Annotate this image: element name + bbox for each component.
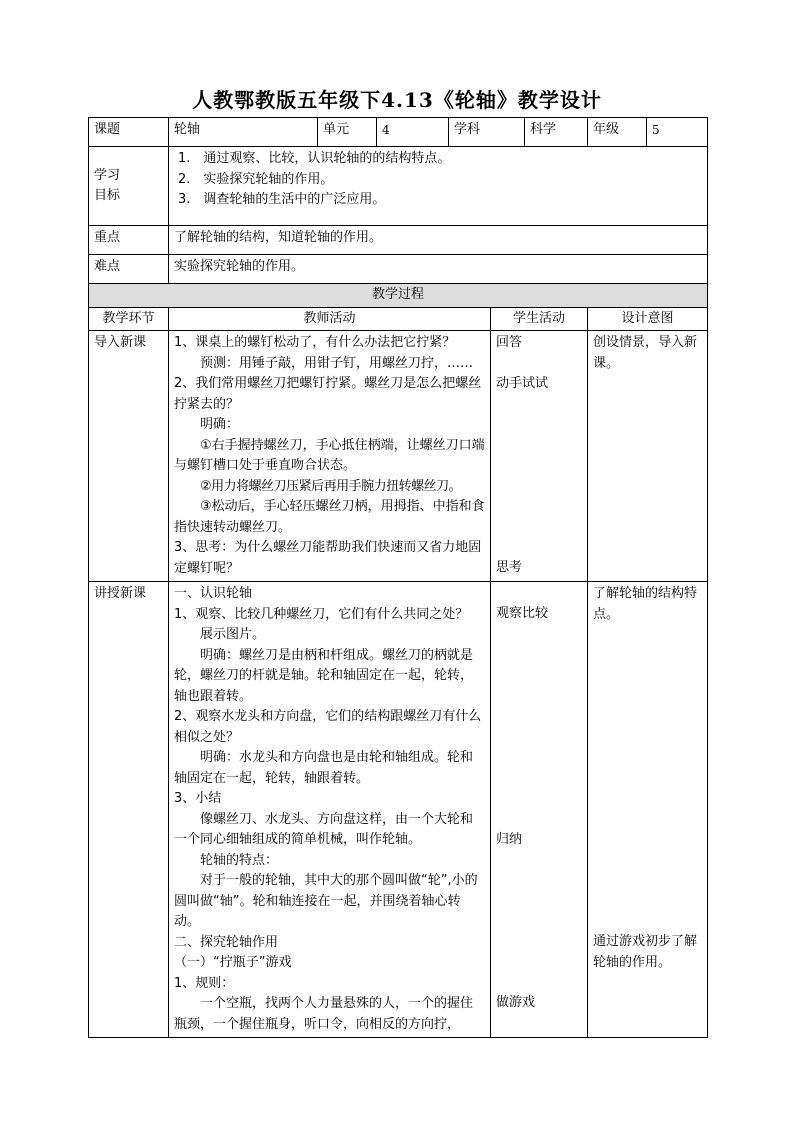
difficulty-row bbox=[89, 255, 708, 284]
student-line: 做游戏 bbox=[496, 995, 536, 1010]
student-line: 观察比较 bbox=[496, 606, 549, 621]
teacher-line: ③松动后，手心轻压螺丝刀柄，用拇指、中指和食指快速转动螺丝刀。 bbox=[174, 499, 485, 535]
column-header-student: 学生活动 bbox=[491, 307, 588, 331]
topic-label: 课题 bbox=[89, 118, 169, 147]
teacher-line: 明确：水龙头和方向盘也是由轮和轴组成。轮和轴固定在一起，轮转，轴跟着转。 bbox=[174, 750, 474, 786]
teacher-line: 明确：螺丝刀是由柄和杆组成。螺丝刀的柄就是轮，螺丝刀的杆就是轴。轮和轴固定在一起，轮转，轴也跟着转。 bbox=[174, 647, 474, 704]
teacher-line: 2、我们常用螺丝刀把螺钉拧紧。螺丝刀是怎么把螺丝拧紧去的？ bbox=[174, 376, 482, 412]
teacher-line: 预测：用锤子敲，用钳子钉，用螺丝刀拧，…… bbox=[200, 355, 474, 371]
student-line: 归纳 bbox=[496, 831, 523, 847]
teacher-line: 一个空瓶，找两个人力量悬殊的人，一个的握住瓶颈，一个握住瓶身，听口令，向相反的方向拧， bbox=[174, 996, 474, 1032]
column-header-intent: 设计意图 bbox=[588, 307, 708, 331]
process-header: 教学过程 bbox=[89, 284, 708, 308]
teacher-line: 一、认识轮轴 bbox=[174, 586, 253, 601]
design-intent-cell bbox=[588, 582, 708, 1038]
student-line: 动手试试 bbox=[496, 375, 549, 391]
difficulty-label: 难点 bbox=[89, 255, 169, 284]
goals-row bbox=[89, 147, 708, 226]
teacher-line: 3、小结 bbox=[174, 791, 222, 806]
document-title: 人教鄂教版五年级下4.13《轮轴》教学设计 bbox=[192, 88, 602, 112]
goal-item: 1. 通过观察、比较，认识轮轴的的结构特点。 bbox=[178, 151, 451, 166]
teacher-activity-cell bbox=[169, 582, 491, 1038]
teacher-line: 1、观察、比较几种螺丝刀，它们有什么共同之处？ bbox=[174, 606, 469, 622]
unit-label: 单元 bbox=[318, 118, 377, 147]
teacher-line: ②用力将螺丝刀压紧后再用手腕力扭转螺丝刀。 bbox=[200, 478, 462, 494]
subject-label: 学科 bbox=[449, 118, 525, 147]
topic-value: 轮轴 bbox=[169, 118, 318, 147]
teacher-line: （一）“拧瓶子”游戏 bbox=[174, 955, 292, 970]
teacher-line: 1、规则： bbox=[174, 975, 235, 991]
difficulty-value: 实验探究轮轴的作用。 bbox=[169, 255, 708, 284]
goal-item: 3. 调查轮轴的生活中的广泛应用。 bbox=[178, 192, 386, 207]
subject-value: 科学 bbox=[525, 118, 588, 147]
student-activity-cell bbox=[491, 582, 588, 1038]
stage-cell: 讲授新课 bbox=[89, 582, 169, 1038]
info-row bbox=[89, 118, 708, 147]
goals-list bbox=[169, 147, 708, 226]
teacher-activity-cell bbox=[169, 331, 491, 582]
teacher-line: 展示图片。 bbox=[200, 627, 266, 642]
teacher-line: 1、课桌上的螺钉松动了，有什么办法把它拧紧？ bbox=[174, 335, 456, 350]
teacher-line: 3、思考：为什么螺丝刀能帮助我们快速而又省力地固定螺钉呢？ bbox=[174, 540, 482, 576]
teacher-line: 轮轴的特点： bbox=[200, 852, 279, 868]
teacher-line: 对于一般的轮轴，其中大的那个圆叫做“轮”,小的圆叫做“轴”。轮和轴连接在一起，并围绕着轴心转动。 bbox=[174, 873, 478, 929]
student-line: 思考 bbox=[496, 560, 523, 575]
column-header-teacher: 教师活动 bbox=[169, 307, 491, 331]
unit-value: 4 bbox=[377, 118, 449, 147]
key-point-value: 了解轮轴的结构，知道轮轴的作用。 bbox=[169, 226, 708, 255]
design-intent-cell: 创设情景，导入新课。 bbox=[588, 331, 708, 582]
teacher-line: 二、探究轮轴作用 bbox=[174, 934, 279, 950]
key-point-row bbox=[89, 226, 708, 255]
process-header-row bbox=[89, 284, 708, 308]
grade-label: 年级 bbox=[588, 118, 647, 147]
intent-line: 通过游戏初步了解轮轴的作用。 bbox=[593, 934, 698, 970]
column-header-row bbox=[89, 307, 708, 331]
teacher-line: ①右手握持螺丝刀，手心抵住柄端，让螺丝刀口端与螺钉槽口处于垂直吻合状态。 bbox=[174, 437, 485, 473]
stage-cell: 导入新课 bbox=[89, 331, 169, 582]
teacher-line: 像螺丝刀、水龙头、方向盘这样，由一个大轮和一个同心细轴组成的简单机械，叫作轮轴。 bbox=[174, 811, 474, 847]
student-activity-cell bbox=[491, 331, 588, 582]
teacher-line: 明确： bbox=[200, 417, 240, 432]
grade-value: 5 bbox=[647, 118, 708, 147]
goals-label: 学习 目标 bbox=[89, 147, 169, 226]
key-point-label: 重点 bbox=[89, 226, 169, 255]
lesson-plan-table bbox=[88, 117, 708, 1038]
section-intro-row bbox=[89, 331, 708, 582]
section-new-lesson-row bbox=[89, 582, 708, 1038]
goal-item: 2. 实验探究轮轴的作用。 bbox=[178, 171, 334, 187]
teacher-line: 2、观察水龙头和方向盘，它们的结构跟螺丝刀有什么相似之处？ bbox=[174, 709, 482, 745]
intent-line: 了解轮轴的结构特点。 bbox=[593, 586, 698, 622]
student-line: 回答 bbox=[496, 335, 523, 350]
column-header-stage: 教学环节 bbox=[89, 307, 169, 331]
